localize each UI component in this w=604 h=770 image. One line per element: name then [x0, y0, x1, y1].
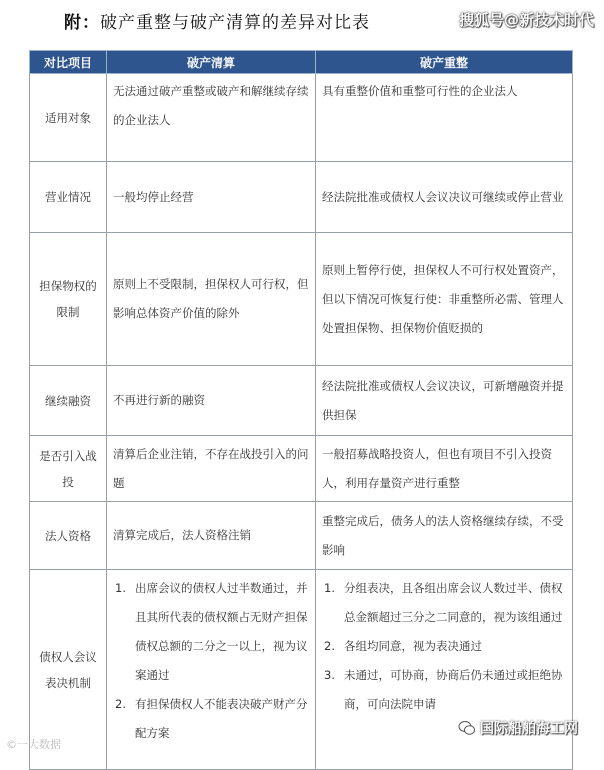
table-row: [30, 436, 573, 502]
table-row: [30, 74, 573, 162]
row-liquidation-list: [107, 570, 316, 770]
row-reorganization-list: [316, 570, 573, 770]
watermark-top: 搜狐号@新技术时代: [458, 11, 594, 29]
row-item: 债权人会议表决机制: [30, 570, 107, 770]
row-item: 是否引入战投: [30, 436, 107, 502]
row-reorganization: 原则上暂停行使，担保权人不可行权处置资产，但以下情况可恢复行使：非重整所必需、管理人处置担保物、担保物价值贬损的: [316, 233, 573, 366]
row-reorganization: 一般招募战略投资人，但也有项目不引入投资人，利用存量资产进行重整: [316, 436, 573, 502]
row-reorganization: 经法院批准或债权人会议决议，可新增融资并提供担保: [316, 366, 573, 436]
table-row: [30, 366, 573, 436]
row-item: 营业情况: [30, 162, 107, 233]
header-liquidation: 破产清算: [107, 51, 316, 74]
row-liquidation: 一般均停止经营: [107, 162, 316, 233]
row-item: 适用对象: [30, 74, 107, 162]
header-reorganization: 破产重整: [316, 51, 573, 74]
row-item: 法人资格: [30, 502, 107, 570]
list-item: 1. 分组表决，且各组出席会议人数过半、债权总金额超过三分之二同意的，视为该组通过: [324, 581, 563, 624]
row-liquidation: 无法通过破产重整或破产和解继续存续的企业法人: [107, 74, 316, 162]
row-liquidation: 原则上不受限制，担保权人可行权，但影响总体资产价值的除外: [107, 233, 316, 366]
row-reorganization: 具有重整价值和重整可行性的企业法人: [316, 74, 573, 162]
watermark-bottom-right-text: 国际船舶海工网: [480, 721, 578, 737]
row-item: 担保物权的限制: [30, 233, 107, 366]
comparison-table: [29, 50, 573, 770]
row-item: 继续融资: [30, 366, 107, 436]
row-reorganization: 重整完成后，债务人的法人资格继续存续，不受影响: [316, 502, 573, 570]
row-liquidation: 不再进行新的融资: [107, 366, 316, 436]
watermark-bottom-right: [458, 718, 578, 738]
page-title: [64, 8, 370, 38]
watermark-bottom-left: ©一大数据: [6, 738, 61, 751]
table-header-row: [30, 51, 573, 74]
wechat-icon: [458, 719, 476, 737]
table-row: [30, 502, 573, 570]
row-liquidation: 清算后企业注销，不存在战投引入的问题: [107, 436, 316, 502]
table-row: [30, 233, 573, 366]
row-liquidation: 清算完成后，法人资格注销: [107, 502, 316, 570]
list-item: 2. 有担保债权人不能表决破产财产分配方案: [115, 697, 308, 740]
list-item: 2. 各组均同意，视为表决通过: [324, 639, 482, 653]
header-item: 对比项目: [30, 51, 107, 74]
row-reorganization: 经法院批准或债权人会议决议可继续或停止营业: [316, 162, 573, 233]
list-item: 3. 未通过，可协商，协商后仍未通过或拒绝协商，可向法院申请: [324, 668, 563, 711]
table-row: [30, 570, 573, 770]
list-item: 1. 出席会议的债权人过半数通过，并且其所代表的债权额占无财产担保债权总额的二分之一以上，视为议案通过: [115, 581, 308, 682]
title-prefix: 附：: [64, 13, 100, 33]
table-row: [30, 162, 573, 233]
title-text: 破产重整与破产清算的差异对比表: [100, 13, 370, 33]
